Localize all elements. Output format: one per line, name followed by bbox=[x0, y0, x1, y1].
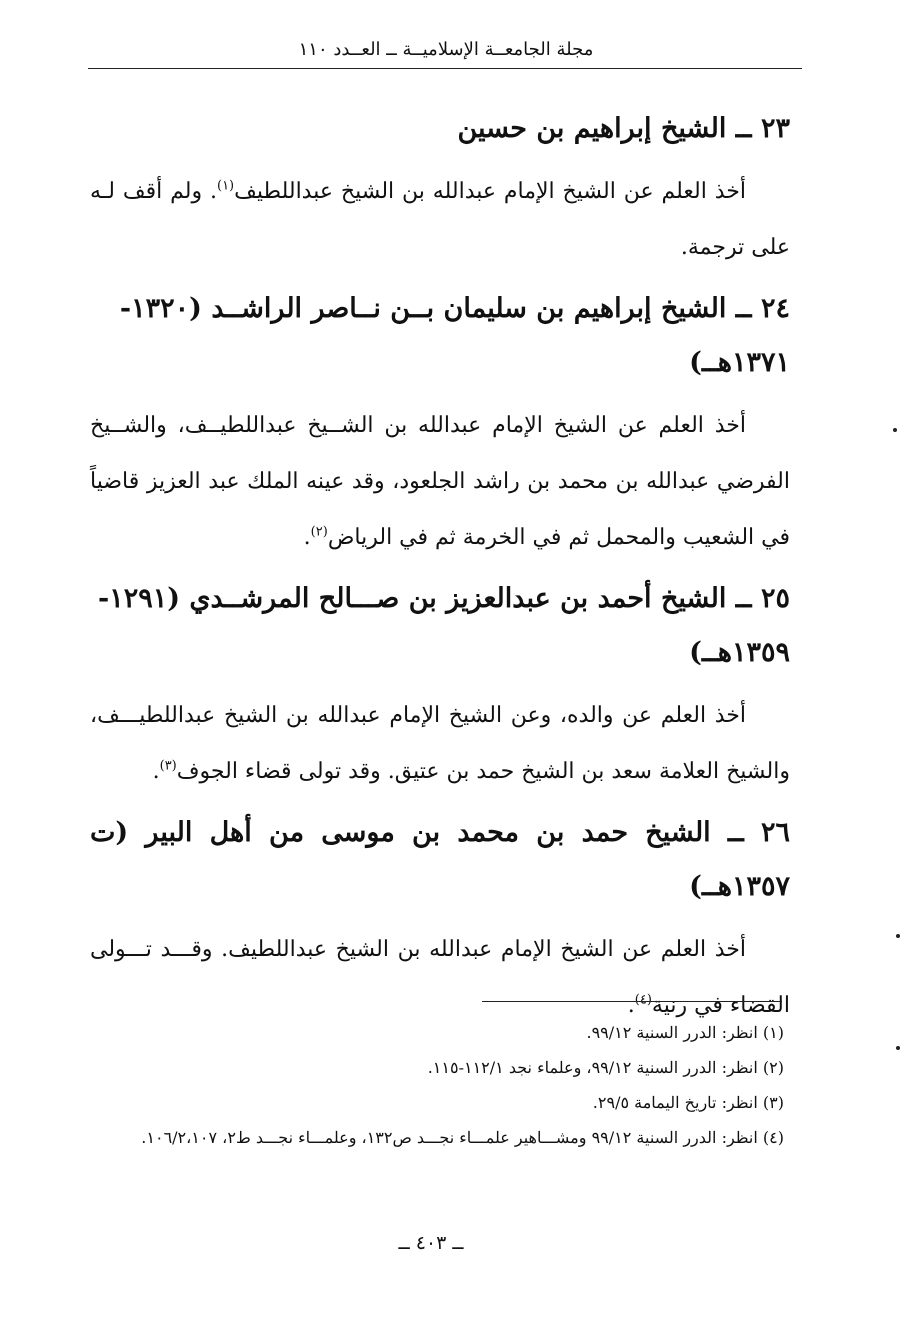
entry-text: أخذ العلم عن الشيخ الإمام عبدالله بن الشيخ عبداللطيف$^{(١)}$. ولم أقف لـه على ترجمة. bbox=[90, 178, 790, 260]
entry-text: أخذ العلم عن الشيخ الإمام عبدالله بن الشيخ عبداللطيف. وقـــد تـــولى القضاء في رنية$^{(٤)}$. bbox=[90, 937, 790, 1018]
entry-dates: ١٣٧١هــ) bbox=[689, 347, 790, 378]
footnote-ref[interactable]: (٢) bbox=[310, 524, 328, 540]
entry-25 bbox=[90, 572, 790, 800]
entry-24 bbox=[90, 282, 790, 566]
footnote-4: (٤) انظر: الدرر السنية ٩٩/١٢ ومشـــاهير علمـــاء نجـــد ص١٣٢، وعلمـــاء نجـــد ط٢، ١٠٦/٢،١٠٧. bbox=[141, 1128, 784, 1147]
entry-dash: ــ bbox=[735, 293, 752, 324]
entry-dash: ــ bbox=[727, 817, 744, 848]
footnote-ref[interactable]: (٤) bbox=[634, 992, 652, 1008]
footnote-3: (٣) انظر: تاريخ اليمامة ٢٩/٥. bbox=[592, 1093, 784, 1112]
entry-text: أخذ العلم عن الشيخ الإمام عبدالله بن الشــيخ عبداللطيــف، والشــيخ الفرضي عبدالله بن محمد بن راشد الجلعود، وقد عينه الملك عبد العزيز قاضياً في الشعيب والمحمل ثم في الخرمة ثم في الرياض$^{(٢)}$. bbox=[90, 413, 790, 550]
entry-heading bbox=[90, 572, 790, 680]
entry-number: ٢٦ bbox=[761, 817, 791, 848]
entry-number: ٢٥ bbox=[760, 583, 790, 614]
entry-dash: ــ bbox=[735, 583, 752, 614]
entry-26 bbox=[90, 806, 790, 1034]
entry-heading bbox=[90, 102, 790, 156]
entry-heading bbox=[90, 282, 790, 390]
main-content bbox=[90, 102, 790, 1040]
page-number: ــ ٤٠٣ ــ bbox=[398, 1232, 464, 1254]
footnote-ref[interactable]: (١) bbox=[216, 178, 235, 194]
entry-heading bbox=[90, 806, 790, 914]
entry-number: ٢٣ bbox=[760, 113, 790, 144]
scan-speck bbox=[893, 428, 897, 432]
entry-name: الشيخ أحمد بن عبدالعزيز بن صـــالح المرشــدي (١٢٩١- bbox=[98, 583, 727, 614]
entry-name: الشيخ إبراهيم بن سليمان بــن نــاصر الراشــد (١٣٢٠- bbox=[119, 293, 727, 324]
scan-speck bbox=[896, 934, 900, 938]
entry-number: ٢٤ bbox=[760, 293, 790, 324]
entry-dates: ١٣٥٩هــ) bbox=[689, 637, 790, 668]
entry-text: أخذ العلم عن والده، وعن الشيخ الإمام عبدالله بن الشيخ عبداللطيـــف، والشيخ العلامة سعد بن الشيخ حمد بن عتيق. وقد تولى قضاء الجوف$^{(٣)}$. bbox=[90, 703, 790, 784]
footnote-1: (١) انظر: الدرر السنية ٩٩/١٢. bbox=[586, 1023, 784, 1042]
entry-23 bbox=[90, 102, 790, 276]
footnotes bbox=[82, 1018, 784, 1158]
header-divider bbox=[88, 68, 802, 69]
footnote-2: (٢) انظر: الدرر السنية ٩٩/١٢، وعلماء نجد ١١٢/١-١١٥. bbox=[427, 1058, 784, 1077]
footnote-divider bbox=[482, 1001, 782, 1002]
footnote-ref[interactable]: (٣) bbox=[159, 758, 177, 774]
scan-speck bbox=[896, 1046, 900, 1050]
entry-name: الشيخ حمد بن محمد بن موسى من أهل البير (ت ١٣٥٧هــ) bbox=[90, 817, 790, 902]
entry-name: الشيخ إبراهيم بن حسين bbox=[457, 113, 727, 144]
entry-dash: ــ bbox=[735, 113, 752, 144]
running-header: مجلة الجامعــة الإسلاميــة ــ العــدد ١١٠ bbox=[298, 39, 594, 60]
